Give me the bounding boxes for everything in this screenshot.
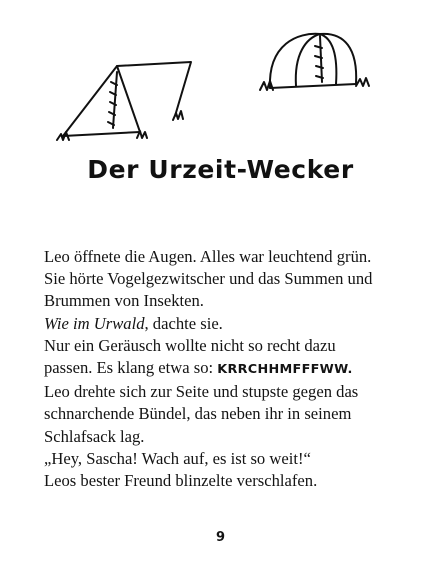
sound-effect: KRRCHHMFFFWW. (217, 362, 353, 378)
text-line (44, 313, 404, 335)
text-span: schnarchende Bündel, das neben ihr in seinem (44, 404, 352, 424)
text-line (44, 290, 404, 312)
text-span: Nur ein Geräusch wollte nicht so recht dazu (44, 335, 336, 355)
text-line (44, 246, 404, 268)
text-span: passen. Es klang etwa so: (44, 358, 218, 378)
text-line (44, 403, 404, 425)
text-line (44, 470, 404, 492)
tent-a-frame-icon (55, 52, 205, 144)
text-span: Leos bester Freund blinzelte verschlafen. (44, 471, 318, 491)
text-span: Sie hörte Vogelgezwitscher und das Summen und (44, 269, 373, 289)
text-span: Brummen von Insekten. (44, 291, 204, 311)
chapter-title: Der Urzeit-Wecker (87, 155, 354, 184)
italic-thought: Wie im Urwald (44, 313, 145, 333)
tent-dome-icon (258, 24, 376, 98)
text-span: , dachte sie. (144, 313, 223, 333)
text-line (44, 381, 404, 403)
text-line (44, 426, 404, 448)
text-line (44, 357, 404, 381)
page-number: 9 (215, 530, 226, 545)
text-span: Leo drehte sich zur Seite und stupste gegen das (44, 382, 359, 402)
text-line (44, 335, 404, 357)
text-line (44, 448, 404, 470)
text-line (44, 268, 404, 290)
text-span: „Hey, Sascha! Wach auf, es ist so weit!“ (44, 448, 311, 468)
body-text (44, 246, 404, 492)
text-span: Schlafsack lag. (44, 426, 145, 446)
text-span: Leo öffnete die Augen. Alles war leuchtend grün. (44, 247, 372, 266)
